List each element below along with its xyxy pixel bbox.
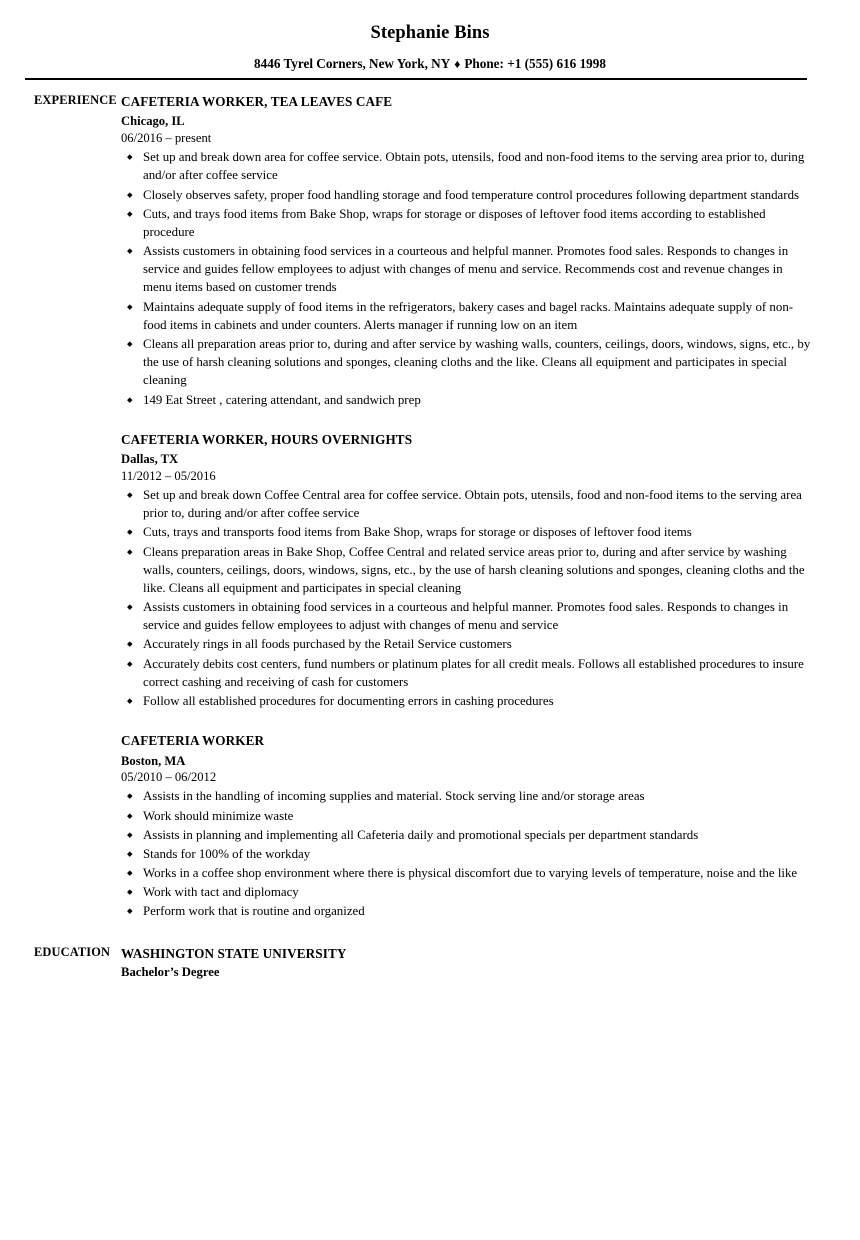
bullet-item: ◆ Stands for 100% of the workday	[121, 845, 812, 863]
bullet-item: ◆ Assists customers in obtaining food services in a courteous and helpful manner. Promotes food sales. Responds to changes in service and guides fellow employees to adjust with changes of menu and service. Recommends cost and revenue changes in menu items based on customer trends	[121, 242, 812, 297]
bullet-item: ◆ Closely observes safety, proper food handling storage and food temperature control procedures following department standards	[121, 186, 812, 204]
job-entry	[121, 93, 812, 409]
job-entry	[121, 431, 812, 710]
education-school: WASHINGTON STATE UNIVERSITY	[121, 945, 347, 961]
contact-line	[0, 56, 860, 72]
bullet-item: ◆ Follow all established procedures for documenting errors in cashing procedures	[121, 692, 812, 710]
bullet-item: ◆ Assists customers in obtaining food services in a courteous and helpful manner. Promotes food sales. Responds to changes in service and guides fellow employees to adjust with changes of menu and service	[121, 598, 812, 634]
experience-section	[0, 93, 860, 921]
section-label-experience: EXPERIENCE	[34, 92, 117, 107]
header-divider	[25, 78, 807, 80]
bullet-item: ◆ 149 Eat Street , catering attendant, and sandwich prep	[121, 391, 812, 409]
job-title: CAFETERIA WORKER, HOURS OVERNIGHTS	[121, 431, 413, 447]
bullet-item: ◆ Work with tact and diplomacy	[121, 883, 812, 901]
education-section	[0, 945, 860, 982]
bullet-item: ◆ Work should minimize waste	[121, 807, 812, 825]
job-title: CAFETERIA WORKER	[121, 733, 265, 749]
education-degree: Bachelor’s Degree	[121, 965, 220, 980]
job-dates: 11/2012 – 05/2016	[121, 469, 216, 484]
bullet-item: ◆ Set up and break down Coffee Central area for coffee service. Obtain pots, utensils, food and non-food items to the serving area prior to, during and/or after coffee service	[121, 486, 812, 522]
bullet-item: ◆ Accurately rings in all foods purchased by the Retail Service customers	[121, 635, 812, 653]
bullet-item: ◆ Maintains adequate supply of food items in the refrigerators, bakery cases and bagel racks. Maintains adequate supply of non-food items in cabinets and under counters. Alerts manager if running low on an item	[121, 298, 812, 334]
bullet-item: ◆ Accurately debits cost centers, fund numbers or platinum plates for all credit meals. Follows all established procedures to insure correct cashing and receiving of cash for customers	[121, 655, 812, 691]
job-bullets	[121, 486, 812, 710]
experience-body	[121, 93, 860, 921]
contact-phone: Phone: +1 (555) 616 1998	[464, 56, 606, 72]
job-location: Chicago, IL	[121, 114, 185, 129]
job-dates: 05/2010 – 06/2012	[121, 770, 217, 785]
candidate-name: Stephanie Bins	[370, 23, 490, 43]
bullet-item: ◆ Perform work that is routine and organized	[121, 902, 812, 920]
resume-header	[0, 0, 860, 72]
bullet-item: ◆ Assists in planning and implementing all Cafeteria daily and promotional specials per department standards	[121, 826, 812, 844]
bullet-item: ◆ Cleans all preparation areas prior to, during and after service by washing walls, counters, ceilings, doors, windows, signs, etc., by the use of harsh cleaning solutions and sponges, cleaning cloths and the like. Cleans all equipment and participates in special cleaning	[121, 335, 812, 390]
bullet-item: ◆ Set up and break down area for coffee service. Obtain pots, utensils, food and non-food items to the serving area prior to, during and/or after coffee service	[121, 148, 812, 184]
bullet-item: ◆ Cuts, and trays food items from Bake Shop, wraps for storage or disposes of leftover food items according to established procedure	[121, 205, 812, 241]
job-location: Boston, MA	[121, 753, 186, 768]
job-dates: 06/2016 – present	[121, 131, 212, 146]
education-body	[121, 945, 860, 982]
job-entry	[121, 732, 812, 920]
job-bullets	[121, 148, 812, 409]
bullet-item: ◆ Cleans preparation areas in Bake Shop, Coffee Central and related service areas prior to, during and after service by washing walls, counters, ceilings, doors, windows, signs, etc., by the use of harsh cleaning solutions and sponges, cleaning cloths and the like. Cleans all equipment and participates in special cleaning	[121, 543, 812, 598]
bullet-item: ◆ Works in a coffee shop environment where there is physical discomfort due to varying levels of temperature, noise and the like	[121, 864, 812, 882]
job-bullets	[121, 787, 812, 920]
section-label-education: EDUCATION	[34, 944, 111, 959]
bullet-item: ◆ Assists in the handling of incoming supplies and material. Stock serving line and/or storage areas	[121, 787, 812, 805]
diamond-separator-icon: ♦	[454, 57, 461, 72]
contact-address: 8446 Tyrel Corners, New York, NY	[254, 56, 451, 72]
job-title: CAFETERIA WORKER, TEA LEAVES CAFE	[121, 93, 393, 109]
bullet-item: ◆ Cuts, trays and transports food items from Bake Shop, wraps for storage or disposes of leftover food items	[121, 523, 812, 541]
job-location: Dallas, TX	[121, 452, 179, 467]
